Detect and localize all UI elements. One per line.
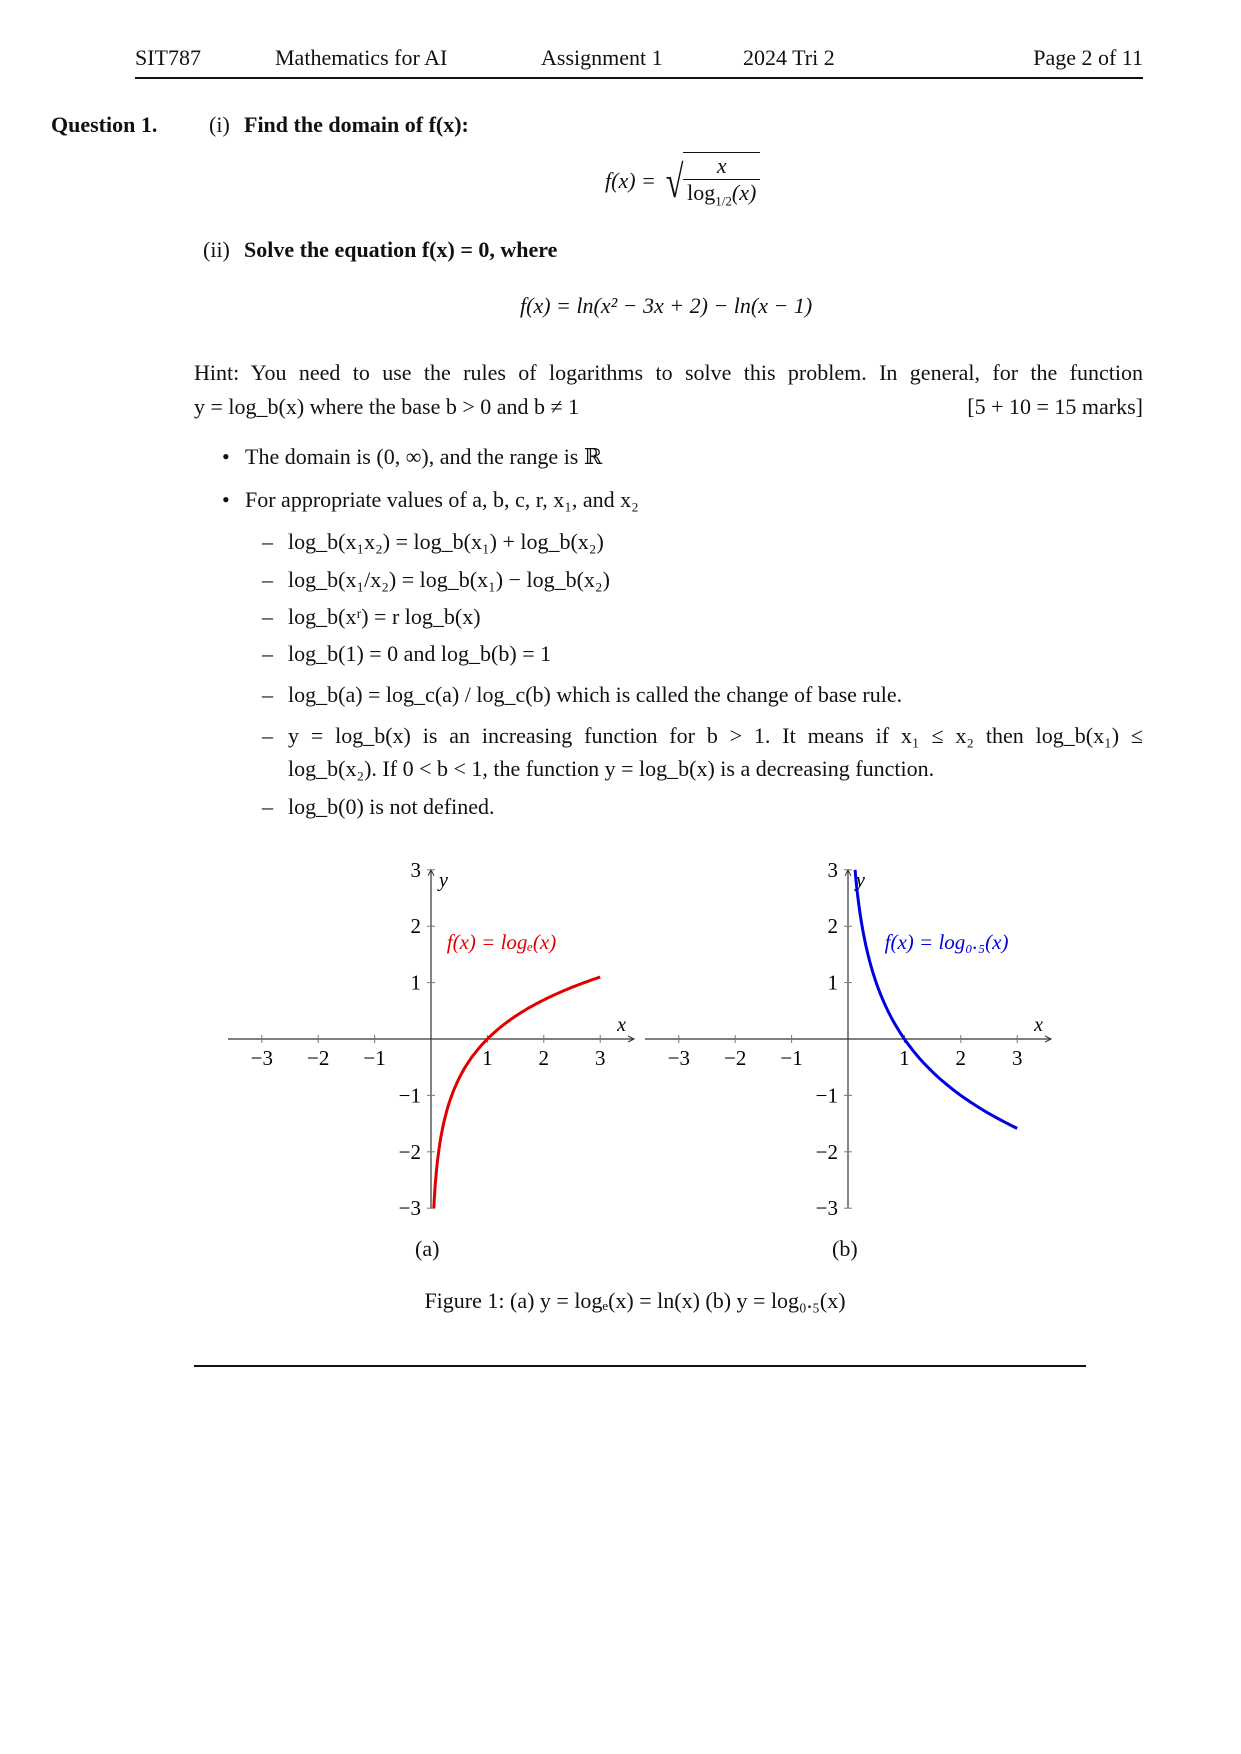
part2-text: Solve the equation f(x) = 0, where xyxy=(244,237,558,262)
bullet-domain: The domain is (0, ∞), and the range is ℝ xyxy=(245,444,603,469)
y-tick-label: −2 xyxy=(815,1139,838,1164)
bullet-dot: • xyxy=(222,487,230,512)
y-tick-label: −3 xyxy=(398,1196,421,1221)
y-tick-label: 2 xyxy=(410,914,421,939)
x-axis-label: x xyxy=(1034,1014,1044,1036)
x-tick-label: −2 xyxy=(724,1046,747,1070)
header-course: SIT787 xyxy=(135,45,201,70)
hint-line-1: Hint: You need to use the rules of logarithms to solve this problem. In general, for the function xyxy=(194,360,1143,385)
log-arg: (x) xyxy=(731,180,757,206)
log-text: log xyxy=(687,180,716,206)
rule-undefined: log_b(0) is not defined. xyxy=(288,794,495,819)
y-tick-label: 3 xyxy=(410,857,421,882)
x-tick-label: 3 xyxy=(594,1046,606,1070)
rule-product: log_b(x₁x₂) = log_b(x₁) + log_b(x₂) xyxy=(288,529,604,554)
y-tick-label: 1 xyxy=(410,970,421,995)
rule-change-of-base: log_b(a) = log_c(a) / log_c(b) which is called the change of base rule. xyxy=(288,682,903,707)
bullet-dot: • xyxy=(222,444,230,469)
y-axis-label: y xyxy=(856,869,865,892)
x-tick-label: 3 xyxy=(1011,1046,1023,1070)
denominator xyxy=(683,180,760,209)
header-rule xyxy=(135,77,1143,79)
x-tick-label: −3 xyxy=(250,1046,273,1070)
numerator: x xyxy=(683,153,760,180)
part2-num: (ii) xyxy=(203,237,230,262)
figure-caption: Figure 1: (a) y = logₑ(x) = ln(x) (b) y = log₀.₅(x) xyxy=(424,1288,846,1313)
x-tick-label: 1 xyxy=(899,1046,910,1070)
curve-label: f(x) = logₑ(x) xyxy=(446,929,557,954)
part1-num: (i) xyxy=(209,112,230,137)
formula-lhs: f(x) = xyxy=(605,168,656,193)
panel-b-label: (b) xyxy=(832,1236,858,1261)
sqrt-fraction xyxy=(683,152,760,209)
sqrt-sign: √ xyxy=(665,155,684,207)
y-tick-label: 2 xyxy=(827,914,838,939)
x-tick-label: −3 xyxy=(667,1046,690,1070)
x-tick-label: 2 xyxy=(955,1046,967,1070)
y-tick-label: −2 xyxy=(398,1139,421,1164)
rule-identity: log_b(1) = 0 and log_b(b) = 1 xyxy=(288,641,552,666)
log-base: 1/2 xyxy=(715,193,732,209)
x-axis-label: x xyxy=(617,1014,627,1036)
bullet-values: For appropriate values of a, b, c, r, x₁, and x₂ xyxy=(245,487,639,512)
x-tick-label: −1 xyxy=(363,1046,386,1070)
header-term: 2024 Tri 2 xyxy=(743,45,835,70)
bottom-rule xyxy=(194,1365,1086,1367)
y-tick-label: −1 xyxy=(815,1083,838,1108)
question-label: Question 1. xyxy=(51,112,158,137)
y-tick-label: 3 xyxy=(827,857,838,882)
curve-log-half xyxy=(855,870,1017,1129)
header-page: Page 2 of 11 xyxy=(1033,45,1143,70)
header-assignment: Assignment 1 xyxy=(541,45,663,70)
figure-charts xyxy=(0,840,1241,1240)
curve-label: f(x) = log₀.₅(x) xyxy=(884,929,1009,954)
x-tick-label: 1 xyxy=(482,1046,493,1070)
y-tick-label: 1 xyxy=(827,970,838,995)
panel-a-label: (a) xyxy=(415,1236,440,1261)
header-subject: Mathematics for AI xyxy=(275,45,448,70)
rule-power: log_b(xʳ) = r log_b(x) xyxy=(288,604,481,629)
rule-quotient: log_b(x₁/x₂) = log_b(x₁) − log_b(x₂) xyxy=(288,567,610,592)
marks: [5 + 10 = 15 marks] xyxy=(967,394,1143,419)
domain-formula xyxy=(605,145,760,217)
rule-increasing-1: y = log_b(x) is an increasing function for b > 1. It means if x₁ ≤ x₂ then log_b(x₁) ≤ xyxy=(288,723,1143,748)
x-tick-label: −2 xyxy=(307,1046,330,1070)
y-axis-label: y xyxy=(439,869,448,892)
y-tick-label: −3 xyxy=(815,1196,838,1221)
part2-equation: f(x) = ln(x² − 3x + 2) − ln(x − 1) xyxy=(520,293,813,318)
rule-increasing-2: log_b(x₂). If 0 < b < 1, the function y = log_b(x) is a decreasing function. xyxy=(288,756,935,781)
x-tick-label: −1 xyxy=(780,1046,803,1070)
y-tick-label: −1 xyxy=(398,1083,421,1108)
x-tick-label: 2 xyxy=(538,1046,550,1070)
curve-ln xyxy=(434,977,600,1208)
hint-line-2: y = log_b(x) where the base b > 0 and b ≠ 1 xyxy=(194,394,580,419)
part1-text: Find the domain of f(x): xyxy=(244,112,469,137)
